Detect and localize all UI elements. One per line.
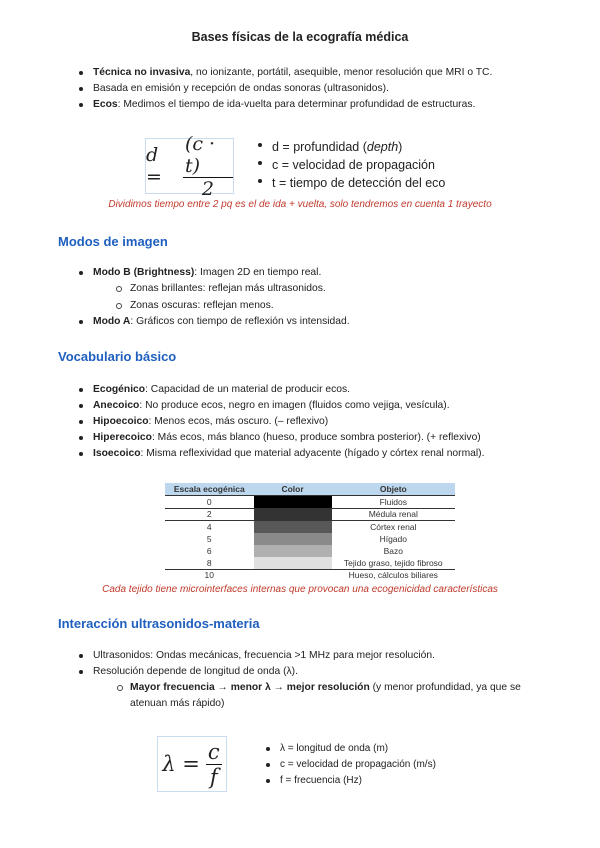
table-row — [165, 508, 455, 521]
legend-item: c = velocidad de propagación — [272, 158, 435, 172]
text: Zonas oscuras: reflejan menos. — [130, 299, 274, 311]
text: , no ionizante, portátil, asequible, menor resolución que MRI o TC. — [190, 67, 493, 78]
color-swatch — [254, 533, 332, 545]
color-swatch — [254, 557, 332, 569]
color-swatch — [254, 545, 332, 557]
scale-cell: 2 — [165, 508, 254, 521]
bold-text: Técnica no invasiva — [93, 67, 191, 78]
text: : Misma reflexividad que material adyacente (hígado y córtex renal normal). — [140, 448, 485, 459]
list-item — [93, 266, 321, 280]
heading-vocabulario: Vocabulario básico — [58, 349, 177, 364]
color-swatch — [254, 521, 332, 533]
col-header: Objeto — [332, 483, 455, 495]
color-swatch — [254, 495, 332, 508]
legend-italic: depth — [366, 140, 399, 154]
text: : Medimos el tiempo de ida-vuelta para determinar profundidad de estructuras. — [117, 99, 476, 110]
object-cell: Tejido graso, tejido fibroso — [332, 557, 455, 569]
table-row — [165, 569, 455, 581]
legend-item: ) — [398, 140, 403, 154]
wavelength-formula — [157, 736, 227, 792]
legend-item: λ = longitud de onda (m) — [280, 743, 389, 754]
object-cell: Médula renal — [332, 508, 455, 521]
text: : Menos ecos, más oscuro. (– reflexivo) — [148, 416, 329, 427]
note-depth: Dividimos tiempo entre 2 pq es el de ida + vuelta, solo tendremos en cuenta 1 trayecto — [108, 199, 492, 210]
col-header: Escala ecogénica — [165, 483, 254, 495]
legend-item: c = velocidad de propagación (m/s) — [280, 759, 436, 770]
bold-text: Ecogénico — [93, 384, 146, 395]
list-item — [93, 315, 350, 329]
scale-cell: 0 — [165, 495, 254, 508]
table-row — [165, 533, 455, 545]
list-item — [93, 431, 481, 445]
note-tissue: Cada tejido tiene microinterfaces internas que provocan una ecogenicidad características — [102, 584, 498, 595]
depth-formula — [145, 132, 234, 200]
text: : Gráficos con tiempo de reflexión vs intensidad. — [130, 315, 350, 327]
table-row — [165, 545, 455, 557]
list-item — [93, 415, 328, 429]
object-cell: Córtex renal — [370, 522, 417, 533]
formula-numerator: (c · t) — [183, 133, 233, 178]
text: Ultrasonidos: Ondas mecánicas, frecuencia >1 MHz para mejor resolución. — [93, 650, 435, 661]
sub-bullet-continuation: atenuan más rápido) — [130, 698, 225, 709]
heading-modos: Modos de imagen — [58, 234, 168, 249]
sub-bullet-frequency — [130, 681, 521, 695]
list-item — [93, 383, 350, 397]
object-cell: Fluidos — [332, 495, 455, 508]
object-cell: Hígado — [379, 534, 407, 545]
list-item — [93, 82, 389, 96]
sub-list-item — [130, 282, 326, 296]
table-row — [165, 521, 455, 533]
scale-cell: 4 — [206, 522, 212, 533]
text: (y menor profundidad, ya que se — [369, 682, 521, 693]
text: : Capacidad de un material de producir ecos. — [145, 384, 350, 395]
formula-lhs: λ = — [162, 752, 200, 776]
bold-text: Mayor frecuencia → menor λ → mejor resolución — [130, 682, 370, 693]
list-item — [93, 66, 492, 80]
list-item — [93, 447, 484, 461]
wavelength-legend — [280, 741, 436, 789]
text: Resolución depende de longitud de onda (λ). — [93, 666, 298, 677]
color-swatch — [254, 569, 332, 581]
col-header: Color — [254, 483, 332, 495]
bold-text: Ecos — [93, 99, 118, 110]
sub-list-item — [130, 299, 274, 313]
list-item — [93, 665, 298, 679]
page-title: Bases físicas de la ecografía médica — [191, 30, 409, 44]
formula-legend — [272, 138, 445, 192]
bold-text: Modo A — [93, 315, 131, 327]
list-item — [93, 399, 450, 413]
table-row — [165, 557, 455, 569]
list-item — [93, 649, 435, 663]
legend-item: t = tiempo de detección del eco — [272, 176, 446, 190]
bold-text: Modo B (Brightness) — [93, 267, 195, 278]
text: : No produce ecos, negro en imagen (fluidos como vejiga, vesícula). — [139, 400, 450, 411]
bold-text: Isoecoico — [93, 448, 141, 459]
object-cell: Bazo — [383, 545, 403, 556]
heading-interaccion: Interacción ultrasonidos-materia — [58, 616, 260, 631]
formula-lhs: d = — [146, 144, 162, 188]
object-cell: Hueso, cálculos biliares — [348, 570, 438, 581]
bold-text: Anecoico — [93, 400, 140, 411]
bold-text: Hiperecoico — [93, 432, 152, 443]
legend-item: d = profundidad ( — [272, 140, 367, 154]
color-swatch — [254, 508, 332, 521]
echogenicity-table — [165, 483, 455, 581]
formula-denominator: f — [209, 764, 218, 789]
text: : Imagen 2D en tiempo real. — [194, 267, 322, 278]
legend-item: f = frecuencia (Hz) — [280, 775, 362, 786]
scale-cell: 8 — [165, 557, 254, 569]
text: : Más ecos, más blanco (hueso, produce sombra posterior). (+ reflexivo) — [151, 432, 481, 443]
scale-cell: 5 — [206, 534, 212, 545]
table-row — [165, 495, 455, 508]
formula-denominator: 2 — [201, 177, 215, 200]
scale-cell: 6 — [206, 545, 212, 556]
bold-text: Hipoecoico — [93, 416, 149, 427]
list-item — [93, 98, 475, 112]
formula-numerator: c — [207, 739, 220, 764]
text: Basada en emisión y recepción de ondas sonoras (ultrasonidos). — [93, 83, 389, 94]
text: Zonas brillantes: reflejan más ultrasonidos. — [130, 283, 326, 295]
scale-cell: 10 — [204, 570, 215, 581]
